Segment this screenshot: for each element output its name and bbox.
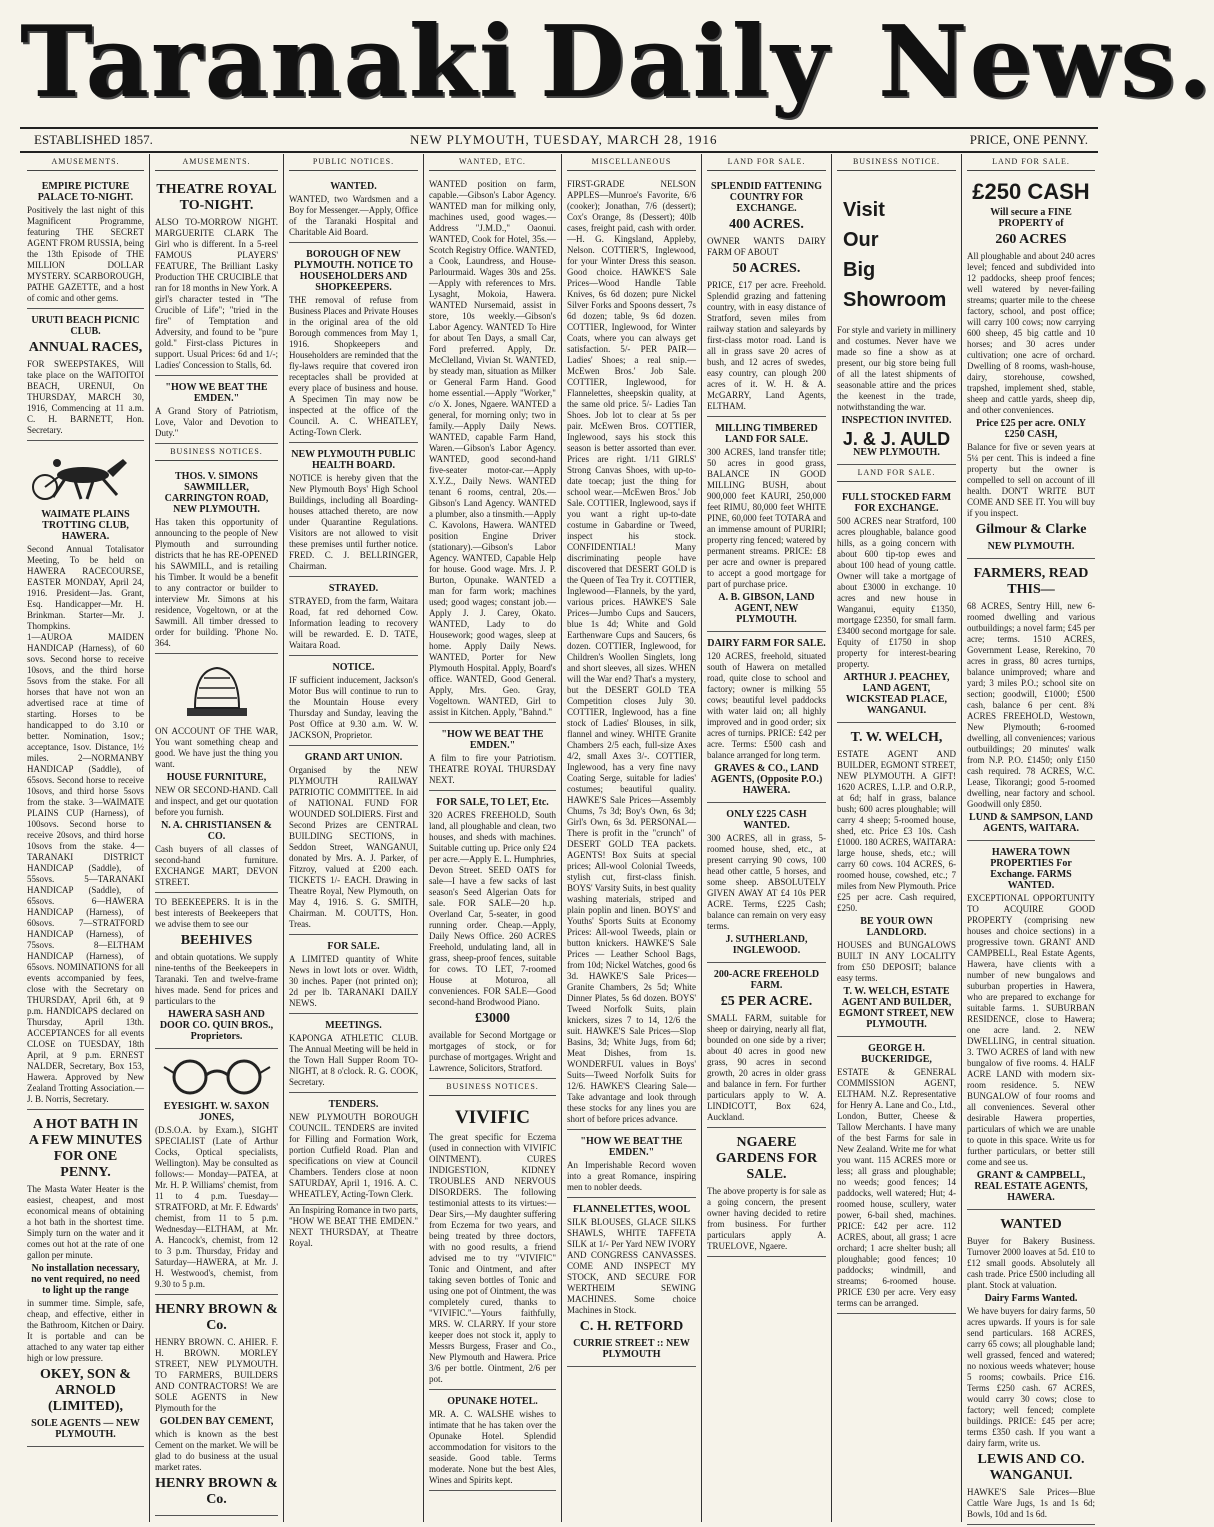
advert-title: 400 ACRES. — [729, 217, 804, 232]
advert-amount: £3000 — [475, 1011, 510, 1026]
advert-cash-wanted — [707, 803, 826, 963]
advert-text: EXCEPTIONAL OPPORTUNITY TO ACQUIRE GOOD PROPERTY (comprising new houses and choice sections) in a progressive town. GRANT AND CAMPBELL, Real Estate Agents, Hawera, have clients with a number of new bungalows and suburban properties in Hawera, who are prepared to exchange for suitable farms. 1. SUBURBAN RESIDENCE, close to Hawera; one acre land. 2. NEW DWELLING, in central situation. 3. TWO ACRES of land with new bungalow of five rooms. 4. HALF ACRE LAND with modern six-room residence. 5. NEW BUNGALOW of four rooms and all conveniences. Several other desirable Hawera properties, particulars of which we are unable to quote in this space. Write us for further particulars, or better still come and see us. — [967, 893, 1095, 1167]
masthead-taranaki: Taranaki — [20, 5, 519, 120]
advert-title: WANTED — [1000, 1217, 1062, 1232]
notice-paper-for-sale — [289, 935, 418, 1014]
advert-theatre-royal — [155, 175, 278, 376]
advert-vivific — [429, 1100, 556, 1390]
advert-heading: Dairy Farms Wanted. — [984, 1293, 1078, 1304]
advert-heading: INSPECTION INVITED. — [841, 415, 952, 426]
established-label: ESTABLISHED 1857. — [34, 132, 153, 147]
advert-waimate-trotting-club — [27, 441, 144, 1110]
advert-fattening-country — [707, 175, 826, 417]
advertiser-name: OKEY, SON & ARNOLD (LIMITED), — [40, 1367, 131, 1414]
race-programme: 1—AUROA MAIDEN HANDICAP (Harness), of 60 sovs. Second horse to receive 10sovs, and the third horse 5sovs from the stake. For all horses that have not won an advertised race at time of starting. Horses to be handicapped to do 3.10 or better. Nomination, 1sov.; acceptance, 1sov. Distance, 1½ miles. 2—NORMANBY HANDICAP (Saddle), of 65sovs. Second horse to receive 10sovs, and third horse 5sovs from the stake. 3—WAIMATE PLAINS CUP (Harness), of 100sovs. Second horse to receive 20sovs, and third horse 10sovs from the stake. 4—TARANAKI DISTRICT HANDICAP (Saddle), of 55sovs. 5—TARANAKI HANDICAP (Saddle), of 65sovs. 6—HAWERA HANDICAP (Harness), of 60sovs. 7—STRATFORD HANDICAP (Harness), of 75sovs. 8—ELTHAM HANDICAP (Harness), of 65sovs. NOMINATIONS for all events accompanied by fees, close with the Secretary on THURSDAY, April 6th, at 9 p.m. HANDICAPS declared on Thursday, April 13th. ACCEPTANCES for all events CLOSE on TUESDAY, 18th April, at 9 p.m. ERNEST NALDER, Secretary, Box 153, Hawera. Approved by New Zealand Trotting Association.—J. B. Norris, Secretary. — [27, 632, 144, 1104]
advertiser-name: Gilmour & Clarke — [975, 522, 1087, 537]
trotting-horse-icon — [31, 449, 141, 505]
advert-text: 300 ACRES, all in grass, 5-roomed house, shed, etc., at present carrying 90 cows, 100 head other cattle, 5 horses, and some sheep. ABSOLUTELY GIVEN AWAY AT £4 10s PER ACRE. Terms, £225 Cash; balance can remain on very easy terms. — [707, 833, 826, 931]
advert-text: PRICE, £17 per acre. Freehold. Splendid grazing and fattening country, with in easy distance of Stratford, seven miles from railway station and saleyards by first-class motor road. Land is all in grass save 20 acres of bush, and 12 acres of swedes, easy country, can plough 200 acres of it. W. H. & A. McGARRY, Land Agents, ELTHAM. — [707, 280, 826, 411]
advertiser-name: ARTHUR J. PEACHEY, LAND AGENT, WICKSTEAD PLACE, WANGANUI. — [843, 672, 950, 716]
advertiser-name: J. SUTHERLAND, INGLEWOOD. — [725, 934, 808, 956]
advert-emden-film — [155, 376, 278, 444]
advert-footer: NEW PLYMOUTH. — [853, 447, 940, 458]
advert-heading: HOUSE FURNITURE, — [166, 772, 267, 783]
advert-footer: HENRY BROWN & Co. — [155, 1476, 278, 1507]
notice-meetings — [289, 1014, 418, 1093]
notice-heading: WANTED. — [330, 181, 377, 192]
advertiser-name: HAWERA SASH AND DOOR CO. QUIN BROS., Proprietors. — [159, 1009, 274, 1042]
column-heading: LAND FOR SALE. — [967, 154, 1095, 171]
advert-retford-drapery — [567, 1198, 696, 1367]
advert-text: TO BEEKEEPERS. It is in the best interests of Beekeepers that we advise them to see our — [155, 897, 278, 929]
advert-opunake-hotel — [429, 1390, 556, 1491]
advert-heading: WAIMATE PLAINS TROTTING CLUB, HAWERA. — [41, 509, 130, 542]
notice-heading: NOTICE. — [332, 662, 375, 673]
columns — [22, 154, 1100, 1522]
column-miscellaneous — [562, 154, 702, 1522]
advert-christiansen-furniture — [155, 654, 278, 893]
notice-art-union — [289, 746, 418, 935]
advert-heading: FULL STOCKED FARM FOR EXCHANGE. — [841, 492, 952, 514]
advert-title: 260 ACRES — [995, 232, 1067, 247]
advert-text: The above property is for sale as a going concern, the present owner having decided to retire from business. For further particulars apply A. TRUELOVE, Ngaere. — [707, 1186, 826, 1251]
showroom-line: Showroom — [843, 289, 947, 311]
advertiser-name: GRANT & CAMPBELL, REAL ESTATE AGENTS, HAWERA. — [974, 1170, 1088, 1203]
wanted-listings — [429, 175, 556, 723]
notice-heading: NEW PLYMOUTH PUBLIC HEALTH BOARD. — [291, 449, 416, 471]
advert-footer: T. W. WELCH, ESTATE AGENT AND BUILDER, EGMONT STREET, NEW PLYMOUTH. — [838, 986, 955, 1030]
section-heading: BUSINESS NOTICES. — [429, 1079, 556, 1096]
notice-heading: MEETINGS. — [325, 1020, 382, 1031]
advert-title: £5 PER ACRE. — [720, 994, 813, 1009]
column-heading: MISCELLANEOUS — [567, 154, 696, 171]
column-heading: AMUSEMENTS. — [155, 154, 278, 171]
price-label: PRICE, ONE PENNY. — [969, 132, 1088, 147]
notice-text: NEW PLYMOUTH BOROUGH COUNCIL. TENDERS are invited for Filling and Formation Work, portion Cutfield Road. Plan and specifications on view at Council Chambers. Tenders close at noon SATURDAY, April 1, 1916. A. C. WHEATLEY, Acting-Town Clerk. — [289, 1112, 418, 1199]
advert-title: BEEHIVES — [180, 933, 253, 948]
advert-title: ANNUAL RACES, — [28, 340, 143, 355]
notice-text: A LIMITED quantity of White News in lowt lots or over. Width, 30 inches. Paper (not printed on); 2d per lb. TARANAKI DAILY NEWS. — [289, 954, 418, 1008]
advert-text: ON ACCOUNT OF THE WAR, You want something cheap and good. We have just the thing you want. — [155, 726, 278, 769]
advert-title: 50 ACRES. — [732, 261, 801, 276]
advert-heading: "HOW WE BEAT THE EMDEN." — [580, 1136, 683, 1158]
advertiser-name: J. & J. AULD — [842, 429, 951, 449]
advert-saxon-jones-eyesight — [155, 1049, 278, 1295]
column-amusements — [22, 154, 150, 1522]
advert-text: Cash buyers of all classes of second-hand furniture. EXCHANGE MART, DEVON STREET. — [155, 844, 278, 887]
advert-heading: GOLDEN BAY CEMENT, — [159, 1416, 274, 1427]
advert-title: NGAERE GARDENS FOR SALE. — [715, 1135, 818, 1182]
advert-text: 68 ACRES, Sentry Hill, new 6-roomed dwelling and various outbuildings; a novel farm; £45 per acre; terms. 1510 ACRES, Government Lease, Rerekino, 70 acres in grass, 80 acres turnips, balance unimproved; whare and yard; 3 miles P.O.; school site on section; goodwill, £1000; £500 cash, balance 6 per cent. 8¾ ACRES FREEHOLD, Westown, New Plymouth; 6-roomed dwelling, all conveniences; various outbuildings; 20 minutes' walk from N.P. P.O. £1450; only £150 cash required. 78 ACRES, W.C. Lease, Tikorangi; good 5-roomed dwelling, near factory and school. Goodwill only £850. — [967, 601, 1095, 809]
advert-title: FARMERS, READ THIS— — [973, 566, 1089, 597]
advert-text: The great specific for Eczema (used in connection with VIVIFIC OINTMENT). CURES INDIGESTION, KIDNEY TROUBLES AND NERVOUS DISORDERS. The following testimonial attests to its virtues:— Dear Sirs,—My daughter suffering from Eczema for two years, and being treated by three doctors, with no good results, a friend advised me to try "VIVIFIC" Tonic and Ointment, and after taking seven bottles of Tonic and using one pot of Ointment, the was completely cured, thanks to "VIVIFIC."—Yours faithfully, MRS. W. CLARRY. If your store keeper does not stock it, apply to Messrs Burgess, Fraser and Co., New Plymouth and Hawera. Price 3/6 per bottle. Ointment, 2/6 per pot. — [429, 1132, 556, 1384]
advert-text: We have buyers for dairy farms, 50 acres upwards. If yours is for sale send particulars. 168 ACRES, carry 65 cows; all ploughable land; well grassed, fenced and watered; no noxious weeds whatever; house 5 rooms; cowbails. Price £16. Terms £250 cash. 67 ACRES, would carry 30 cows; close to factory; well fenced; complete buildings. PRICE: £45 per acre; terms £350 cash. If you want a dairy farm, write us. — [967, 1306, 1095, 1448]
column-heading: PUBLIC NOTICES. — [289, 154, 418, 171]
advert-text: 300 ACRES, land transfer title; 50 acres in good grass, BALANCE IN GOOD MILLING BUSH, about 900,000 feet KAURI, 250,000 feet RIMU, 80,000 feet WHITE PINE, 60,000 feet TOTARA and an immense amount of PURIRI; property ring fenced; watered by permanent streams. PRICE: £8 per acre and owner is prepared to accept a good mortgage for part of purchase price. — [707, 447, 826, 589]
advert-text: FOR SWEEPSTAKES, Will take place on the WAITOITOI BEACH, URENUI, On THURSDAY, MARCH 30, 1916, Commencing at 11 a.m. C. H. BARNETT, Hon. Secretary. — [27, 359, 144, 435]
advert-simons-sawmiller — [155, 465, 278, 654]
advertiser-name: A. B. GIBSON, LAND AGENT, NEW PLYMOUTH. — [718, 592, 815, 625]
notice-text: IF sufficient inducement, Jackson's Motor Bus will continue to run to the Mountain House every Thursday and Sunday, leaving the Post Office at 9.30 a.m. W. W. JACKSON, Proprietor. — [289, 675, 418, 740]
notice-text: THE removal of refuse from Business Places and Private Houses in the original area of the old Borough commences from May 1, 1916. Shopkeepers and Householders are reminded that the fly-laws require that covered iron receptacles shall be provided at every place of business and house. A Specimen Tin may now be inspected at the office of the Council. A. C. WHEATLEY, Acting-Town Clerk. — [289, 295, 418, 437]
advert-ngaere-gardens — [707, 1128, 826, 1257]
advertiser-name: C. H. RETFORD — [579, 1319, 684, 1334]
dateline — [20, 127, 1098, 153]
advert-text: Second Annual Totalisator Meeting, To be held on HAWERA RACECOURSE, EASTER MONDAY, April 24, 1916. President—Jas. Grant, Esq. Handicapper—Mr. H. Brinkman. Starter—Mr. J. Thompkins. — [27, 544, 144, 631]
advert-tw-welch — [837, 723, 956, 1037]
advert-heading: EYESIGHT. W. SAXON JONES, — [163, 1101, 270, 1123]
column-business-notice — [832, 154, 962, 1522]
advert-milling-timber — [707, 417, 826, 632]
advert-grant-campbell — [967, 841, 1095, 1210]
notice-motor-bus — [289, 656, 418, 746]
advert-heading: SPLENDID FATTENING COUNTRY FOR EXCHANGE. — [710, 181, 823, 214]
notice-borough-refuse — [289, 243, 418, 443]
advert-subtitle: Will secure a FINE PROPERTY of — [990, 207, 1072, 229]
classified-text: FIRST-GRADE NELSON APPLES—Munroe's Favorite, 6/6 (cooker); Jonathan, 7/6 (dessert); Cox's Orange, 8s (Dessert); 40lb cases, freight paid, cash with order.—H. G. Kingsland, Appleby, Nelson. COTTIER'S, Inglewood, for your Winter Dress this season. Good choice. HAWKE'S Sale Prices—Wood Handle Table Knives, 6s 6d dozen; pure Nickel Silver Forks and Spoons dessert, 7s 6d dozen; table, 9s 6d dozen. COTTIER, Inglewood, for Winter Coats, where you can always get satisfaction. 5/- PER PAIR—Ladies' Shoes; a real snip.—McEwen Bros.' Job Sale. COTTIER, Inglewood, for Flannelettes, sheepskin quality, at the same old price. 5/- Ladies Tan Shoes. Job lot to clear at 5s per pair. McEwen Bros. COTTIER, Inglewood, says his stock this season is better assorted than ever. Prices are right. 1/11 GIRLS' Strong Canvas Shoes, with up-to-date toecap; just the thing for school wear.—McEwen Bros.' Job Sale. COTTIER, Inglewood, says if you want a right up-to-date costume in Gabardine or Tweed, inspect his stock. CONFIDENTIAL! Many discriminating people have discovered that DESERT GOLD is the Queen of Tea Try it. COTTIER, Inglewood—Flannels, by the yard, various prices. HAWKE'S Sale Prices—Jumbo Cups and Saucers, blue 1s 4d; White and Gold Earthenware Cups and Saucers, 6s dozen. COTTIER, Inglewood, for Children's Woollen Singlets, long and short sleeves, all sizes. WHEN will the War end? That's a mystery, but the DESERT GOLD TEA Competition closes July 30. COTTIER, Inglewood, has a fine stock of Ladies' Blouses, in silk, flannel and winey. WHITE Granite Chambers 2/5 each, full-size Axes 4/2, small Axes 3/-. COTTIER, Inglewood, has a very fine navy Coating Serge, suitable for ladies' costumes; beautiful quality. HAWKE'S Sale Prices—Assembly Chums, 7s 3d; Boy's Own, 6s 3d; Girl's Own, 6s 3d. PERSONAL—There is profit in the "crunch" of DESERT GOLD TEA packets. AGENTS! Box Suits at special prices; All-wool Colonial Tweeds, stylish cut, first-class finish. BOYS' Varsity Suits, in best quality washing materials, striped and plain poplin and linen. BOYS' and Youths' Sports Suits at Economy Prices: All-wool Tweeds, plain or button knickers. HAWKE'S Sale Prices — Leather School Bags, from 10d; Nickel Watches, good 6s 3d. HAWKE'S Sale Prices—Granite Chambers, 2s 5d; White Dinner Plates, 5s 6d dozen. BOYS' Tweed Norfolk Suits, plain knickers, sizes 7 to 14, 12/6 the suit. HAWKE'S Sale Prices—Slop Basins, 3d; White Jugs, from 6d; Meat Dishes, from 1s. WONDERFUL values in Boys' Suits—Tweed Norfolk Suits for 12/6. HAWKE'S Clearing Sale—Take advantage and look through these stocks for any lines you are short of before prices advance. — [567, 179, 696, 1124]
advert-text: NEW OR SECOND-HAND. Call and inspect, and get our quotation before you furnish. — [155, 785, 278, 817]
notice-heading: STRAYED. — [328, 583, 379, 594]
notice-health-board — [289, 443, 418, 577]
advert-footer: HAWKE'S Sale Prices—Blue Cattle Ware Jugs, 1s and 1s 6d; Bowls, 10d and 1s 6d. — [967, 1487, 1095, 1519]
advert-freehold-farm — [707, 963, 826, 1128]
advert-masta-water-heater — [27, 1110, 144, 1447]
column-heading: AMUSEMENTS. — [27, 154, 144, 171]
advert-text: which is known as the best Cement on the market. We will be glad to do business at the usual market rates. — [155, 1429, 278, 1472]
advert-heading: "HOW WE BEAT THE EMDEN." — [441, 729, 544, 751]
advert-showroom — [837, 175, 956, 465]
advert-lewis-co — [967, 1210, 1095, 1525]
advert-dairy-farm — [707, 632, 826, 803]
advert-text: HOUSES and BUNGALOWS BUILT IN ANY LOCALITY from £50 DEPOSIT; balance easy terms. — [837, 940, 956, 983]
classified-text: available for Second Mortgage or mortgages of stock, or for purchase of mortgages. Wright and Lawrence, Solicitors, Stratford. — [429, 1030, 556, 1073]
advert-text: Balance for five or seven years at 5¼ per cent. This is indeed a fine property but the owner is compelled to sell on account of ill health. DON'T WRITE BUT COME AND SEE IT. You will buy if you inspect. — [967, 442, 1095, 518]
advertiser-name: LUND & SAMPSON, LAND AGENTS, WAITARA. — [969, 812, 1093, 834]
advert-text: 500 ACRES near Stratford, 100 acres ploughable, balance good hills, as a going concern with about 600 tip-top ewes and about 100 head of young cattle. Owner will take a mortgage of about £3000 in exchange. 10 acres and new house in Wanganui, equity £1350, mortgage £2350, for small farm. £3400 second mortgage for sale. Equity of £1750 in shop property for interest-bearing property. — [837, 516, 956, 669]
advert-text: ALSO TO-MORROW NIGHT. MARGUERITE CLARK The Girl who is different. In a 5-reel FAMOUS PLAYERS' FEATURE, The Brilliant Lasky Production THE CRUCIBLE that ran for 18 months in New York. A girl's character tested in "The Crucible of Life"; "tried in the fire" of Temptation and Adversity, and found to be "pure gold." First-class Pictures in support. Usual Prices: 6d and 1/-; Ladies' Concession to Stalls, 6d. — [155, 217, 278, 370]
showroom-line: Big — [843, 259, 876, 281]
miscellaneous-listings — [567, 175, 696, 1130]
masthead — [20, 5, 1214, 120]
classified-text: WANTED position on farm, capable.—Gibson's Labor Agency. WANTED man for milking only, machines used, good wages.—Address "J.M.D.," Oaonui. WANTED, Cook for Hotel, 35s.—Scotch Registry Office. WANTED, a Cook, Laundress, and House-Parlourmaid. Wages 30s and 25s.—Apply with references to Mrs. Lysaght, Mokoia, Hawera. WANTED Nursemaid, assist in store, 10s weekly.—Gibson's Labor Agency. WANTED To Hire for about Ten Days, a small Car, Ford preferred. Apply, Dr. McClelland, Vivian St. WANTED, by steady man, situation as Milker or General Farm Hand. Good home essential.—Apply "Worker," c/o X. Jones, Ngaere. WANTED a general, for morning only; two in family.—Apply Daily News. WANTED, capable Farm Hand, Waren.—Gibson's Labor Agency. WANTED, good second-hand five-seater motor-car.—Apply X.Y.Z., Daily News. WANTED tenant 6 rooms, central, 20s.—Gibson's Land Agency. WANTED a plumber, also a tinsmith.—Apply C. Kavolons, Hawera. WANTED position Engine Driver (stationary).—Gibson's Labor Agency. WANTED, Capable Help for house. Good wage. Mrs. J. P. Burton, Opunake. WANTED a man for farm work; machines used; good wages; constant job.—Apply J. J. Carey, Okato. WANTED, Lady to do Housework; good wages, sleep at home. Apply Daily News. WANTED, Porter for New Plymouth Hospital. Apply, Board's office. WANTED, Good General. Apply, Mrs. Geo. Gray, Vogeltown. WANTED, Girl to assist in Kitchen. Apply, "Bahnd." — [429, 179, 556, 717]
advert-empire-picture-palace — [27, 175, 144, 309]
column-amusements-2 — [150, 154, 284, 1522]
advert-text: Has taken this opportunity of announcing to the people of New Plymouth and surrounding districts that he has RE-OPENED his SAWMILL, and is retailing his Timber. It would be a benefit to any contractor or builder to interview Mr. Simons at his residence, Vogeltown, or at the Sawmill. All timber dressed to order for building. 'Phone No. 364. — [155, 517, 278, 648]
column-wanted — [424, 154, 562, 1522]
advert-text: and obtain quotations. We supply nine-tenths of the Beekeepers in Taranaki. Ten and twelve-frame hives made. Send for prices and particulars to the — [155, 952, 278, 1006]
notice-emden-romance: An Inspiring Romance in two parts, "HOW WE BEAT THE EMDEN." NEXT THURSDAY, at Theatre Royal. — [289, 1205, 418, 1248]
column-public-notices — [284, 154, 424, 1522]
column-heading: LAND FOR SALE. — [707, 154, 826, 171]
advert-text: Buyer for Bakery Business. Turnover 2000 loaves at 5d. £10 to £12 small goods. Absolutely all cash trade. Price £500 including all plant. Stock at valuation. — [967, 1236, 1095, 1290]
advert-text: ESTATE AGENT AND BUILDER, EGMONT STREET, NEW PLYMOUTH. A GIFT! 1620 ACRES, L.I.P. and O.R.P., at 6d; half in grass, balance bush; 600 acres ploughable; will carry 4 sheep; 5-roomed house, shed, etc. Price £3 10s. Cash £1000. 180 ACRES, WAITARA: large house, sheds, etc.; will carry 60 cows. 104 ACRES, 6-roomed house, cowshed, etc.; 7 miles from New Plymouth. Price £25 per acre. Cash required, £250. — [837, 749, 956, 913]
advert-heading: MILLING TIMBERED LAND FOR SALE. — [715, 423, 818, 445]
showroom-line: Our — [843, 229, 879, 251]
notice-heading: FOR SALE. — [327, 941, 380, 952]
notice-tenders — [289, 1093, 418, 1205]
advertiser-name: LEWIS AND CO. WANGANUI. — [977, 1452, 1085, 1483]
spectacles-icon — [162, 1057, 272, 1097]
advert-text: ESTATE & GENERAL COMMISSION AGENT, ELTHAM. N.Z. Representative for Henry A. Lane and Co., Ltd., London, Butter, Cheese & Tallow Merchants. I have many of the best Farms for sale in New Zealand. Write me for what you want. 115 ACRES more or less; all grass and ploughable; no weeds; good fences; 14 paddocks, well watered; Hut; 4-roomed house, scullery, water power, 6-bail shed, machines. PRICE: £42 per acre. 112 ACRES, about, all grass; 1 acre orchard; 1 acre shelter bush; all ploughable; good fences; 10 paddocks; windmill, and streams; 6-roomed house. PRICE £30 per acre. Very easy terms can be arranged. — [837, 1067, 956, 1308]
notice-heading: TENDERS. — [328, 1099, 379, 1110]
advert-footer: CURRIE STREET :: NEW PLYMOUTH — [573, 1338, 690, 1360]
notice-strayed — [289, 577, 418, 656]
notice-heading: GRAND ART UNION. — [304, 752, 403, 763]
masthead-daily: Daily — [540, 5, 830, 120]
advertiser-name: GEORGE H. BUCKERIDGE, — [861, 1043, 932, 1065]
advert-title: A HOT BATH IN A FEW MINUTES FOR ONE PENNY. — [28, 1117, 143, 1180]
advert-henry-brown — [155, 1295, 278, 1516]
advert-text: For style and variety in millinery and costumes. Never have we made so fine a show as at present, our big store being full of all the latest shipments of seasonable attire and the prices the keenest in the trade, notwithstanding the war. — [837, 325, 956, 412]
advert-heading: DAIRY FARM FOR SALE. — [707, 638, 826, 649]
notice-wanted-wardsmen — [289, 175, 418, 243]
advert-text: SMALL FARM, suitable for sheep or dairying, nearly all flat, bounded on one side by a river; about 40 acres in good new grass, 90 acres in second growth, 20 acres in older grass and balance in fern. For further particulars apply to W. A. LINDICOTT, Box 624, Auckland. — [707, 1013, 826, 1122]
advert-text: SILK BLOUSES, GLACE SILKS SHAWLS, WHITE TAFFETA SILK at 1/- Per Yard NEW IVORY AND CONGRESS CANVASSES. COME AND INSPECT MY STOCK, AND SECURE FOR WERTHEIM SEWING MACHINES. Some choice Machines in Stock. — [567, 1217, 696, 1315]
advert-text: in summer time. Simple, safe, cheap, and effective, either in the Bathroom, Kitchen or Dairy. It is portable and can be attached to any water tap either high or low pressure. — [27, 1298, 144, 1363]
notice-text: Organised by the NEW PLYMOUTH RAILWAY PATRIOTIC COMMITTEE. In aid of NATIONAL FUND FOR WOUNDED SOLDIERS. First and Second Prizes are CENTRAL BUILDING SECTIONS, in Seddon Street, WANGANUI, donated by Mrs. A. J. Parker, of Fitzroy, valued at £200 each. TICKETS 1/- EACH. Drawing in Theatre Royal, New Plymouth, on May 4, 1916. S. G. SMITH, Chairman. M. COUTTS, Hon. Treas. — [289, 765, 418, 929]
advert-heading: "HOW WE BEAT THE EMDEN." — [165, 382, 268, 404]
advert-footer: SOLE AGENTS — NEW PLYMOUTH. — [31, 1418, 140, 1440]
advert-title: THEATRE ROYAL TO-NIGHT. — [156, 182, 277, 213]
advert-heading: FLANNELETTES, WOOL — [572, 1204, 691, 1215]
showroom-line: Visit — [843, 199, 885, 221]
advert-title: VIVIFIC — [455, 1107, 530, 1128]
advert-text: MR. A. C. WALSHE wishes to intimate that he has taken over the Opunake Hotel. Splendid accommodation for visitors to the seaside. Good table. Terms moderate. None but the best Ales, Wines and Spirits kept. — [429, 1409, 556, 1485]
notice-text: KAPONGA ATHLETIC CLUB. The Annual Meeting will be held in the Town Hall Supper Room TO-NIGHT, at 8 o'clock. R. G. COOK, Secretary. — [289, 1033, 418, 1087]
advert-uruti-beach-races — [27, 309, 144, 441]
showroom-headline — [837, 179, 956, 325]
advert-footer: NEW PLYMOUTH. — [987, 541, 1075, 552]
for-sale-listings — [429, 791, 556, 1079]
column-heading: WANTED, ETC. — [429, 154, 556, 171]
advert-text: A Grand Story of Patriotism, Love, Valor and Devotion to Duty." — [155, 406, 278, 438]
section-heading: FOR SALE, TO LET, Etc. — [436, 797, 549, 808]
advert-heading: OPUNAKE HOTEL. — [447, 1396, 538, 1407]
section-heading: LAND FOR SALE. — [837, 465, 956, 482]
advert-text: An Imperishable Record woven into a great Romance, inspiring men to nobler deeds. — [567, 1160, 696, 1192]
advert-heading: URUTI BEACH PICNIC CLUB. — [31, 315, 140, 337]
advert-heading: HAWERA TOWN PROPERTIES For Exchange. FARMS WANTED. — [990, 847, 1072, 891]
advert-heading: Price £25 per acre. ONLY £250 CASH, — [975, 418, 1087, 440]
advert-heading: THOS. V. SIMONS SAWMILLER, CARRINGTON ROAD, NEW PLYMOUTH. — [164, 471, 269, 515]
advert-heading: 200-ACRE FREEHOLD FARM. — [713, 969, 820, 991]
advert-slogan: No installation necessary, no vent required, no need to light up the range — [31, 1263, 140, 1296]
advert-text: HENRY BROWN. C. AHIER. F. H. BROWN. MORLEY STREET, NEW PLYMOUTH. TO FARMERS, BUILDERS AND CONTRACTORS! We are SOLE AGENTS in New Plymouth for the — [155, 1337, 278, 1413]
advert-text: OWNER WANTS DAIRY FARM OF ABOUT — [707, 236, 826, 257]
classified-text: 320 ACRES FREEHOLD, South land, all ploughable and clean, two houses, and sheds with machines. Suitable cutting up. Price only £24 per acre.—Apply E. L. Humphries, Devon Street. SEED OATS for sale—I have a few sacks of last season's Seed Algerian Oats for sale. FOR SALE—20 h.p. Overland Car, 5-seater, in good running order. Cheap.—Apply, Daily News Office. 260 ACRES Freehold, undulating land, all in grass, sheep-proof fences, suitable for cows. TO LET, 7-roomed House at Moturoa, all conveniences. FOR SALE—Good second-hand Brodwood Piano. — [429, 810, 556, 1007]
advert-text: All ploughable and about 240 acres level; fenced and subdivided into 12 paddocks, sheep proof fences; well watered by never-failing streams; quarter mile to the cheese factory, school, and post office; will carry 100 cows; now carrying 600 sheep, 45 big cattle and 10 horses; and 30 acres under cultivation; one acre of orchard. Dwelling of 8 rooms, wash-house, dairy, storehouse, cowshed, trapshed, implement shed, stable, sheep and cattle yards, sheep dip, and other conveniences. — [967, 251, 1095, 415]
advert-text: The Masta Water Heater is the easiest, cheapest, and most economical means of obtaining a hot bath in the shortest time. Simply turn on the water and it comes out hot at the rate of one gallon per minute. — [27, 1184, 144, 1260]
beehive-icon — [177, 662, 257, 722]
advert-heading: ONLY £225 CASH WANTED. — [726, 809, 807, 831]
advertiser-name: GRAVES & CO., LAND AGENTS, (Opposite P.O.) HAWERA. — [710, 763, 823, 796]
advert-text: 120 ACRES, freehold, situated south of Hawera on metalled road, quite close to school and factory; owner is milking 55 cows; beautiful level paddocks with water laid on; all highly improved and in good order; six acres of turnips. PRICE: £42 per acre. Terms: £500 cash and balance arranged for long term. — [707, 651, 826, 760]
notice-text: NOTICE is hereby given that the New Plymouth Boys' High School Buildings, including all Boarding-houses attached thereto, are now under Quarantine Regulations. Visitors are not allowed to visit these premises until further notice. FRED. C. J. BELLRINGER, Chairman. — [289, 473, 418, 571]
notice-heading: BOROUGH OF NEW PLYMOUTH. NOTICE TO HOUSEHOLDERS AND SHOPKEEPERS. — [293, 249, 413, 293]
advert-text: A film to fire your Patriotism. THEATRE ROYAL THURSDAY NEXT. — [429, 753, 556, 785]
issue-date: NEW PLYMOUTH, TUESDAY, MARCH 28, 1916 — [410, 132, 718, 147]
section-heading: BUSINESS NOTICES. — [155, 444, 278, 461]
advert-emden-film-2 — [429, 723, 556, 791]
notice-text: STRAYED, from the farm, Waitara Road, fat red dehorned Cow. Information leading to recovery will be rewarded. E. D. TATE, Waitara Road. — [289, 596, 418, 650]
advert-gilmour-clarke — [967, 175, 1095, 559]
notice-text: WANTED, two Wardsmen and a Boy for Messenger.—Apply, Office of the Taranaki Hospital and Charitable Aid Board. — [289, 194, 418, 237]
advert-text: (D.S.O.A. by Exam.), SIGHT SPECIALIST (Late of Arthur Cocks, Optical specialists, Wellington). May be consulted as follows:— Monday—PATEA, at Mr. H. P. Williams' chemist, from 11 to 4 p.m. Tuesday—STRATFORD, at Mr. F. Edwards' chemist, from 11 to 5 p.m. Wednesday—ELTHAM, at Mr. A. Hancock's, chemist, from 12 to 3 p.m. Thursday, Friday and Saturday—HAWERA, at Mr. J. H. Westwood's, chemist, from 9.30 to 5 p.m. — [155, 1125, 278, 1289]
advert-heading: EMPIRE PICTURE PALACE TO-NIGHT. — [37, 181, 134, 203]
advert-stocked-farm-exchange — [837, 486, 956, 723]
advertiser-name: HENRY BROWN & Co. — [155, 1302, 278, 1333]
advert-title: £250 CASH — [972, 179, 1090, 204]
advertiser-name: N. A. CHRISTIANSEN & CO. — [161, 820, 272, 842]
advertiser-name: T. W. WELCH, — [850, 730, 943, 745]
column-heading: BUSINESS NOTICE. — [837, 154, 956, 171]
masthead-news: News. — [878, 5, 1214, 120]
advert-emden-record — [567, 1130, 696, 1198]
advert-lund-sampson — [967, 559, 1095, 841]
column-land-for-sale — [702, 154, 832, 1522]
advert-heading: BE YOUR OWN LANDLORD. — [860, 916, 933, 938]
advert-beehives — [155, 893, 278, 1049]
column-land-for-sale-2 — [962, 154, 1100, 1522]
advert-buckeridge — [837, 1037, 956, 1314]
advert-text: Positively the last night of this Magnificent Programme, featuring THE SECRET AGENT FROM RUSSIA, being the 13th Episode of THE MILLION DOLLAR MYSTERY. SCARBOROUGH, PATHE GAZETTE, and a host of comic and other gems. — [27, 205, 144, 303]
